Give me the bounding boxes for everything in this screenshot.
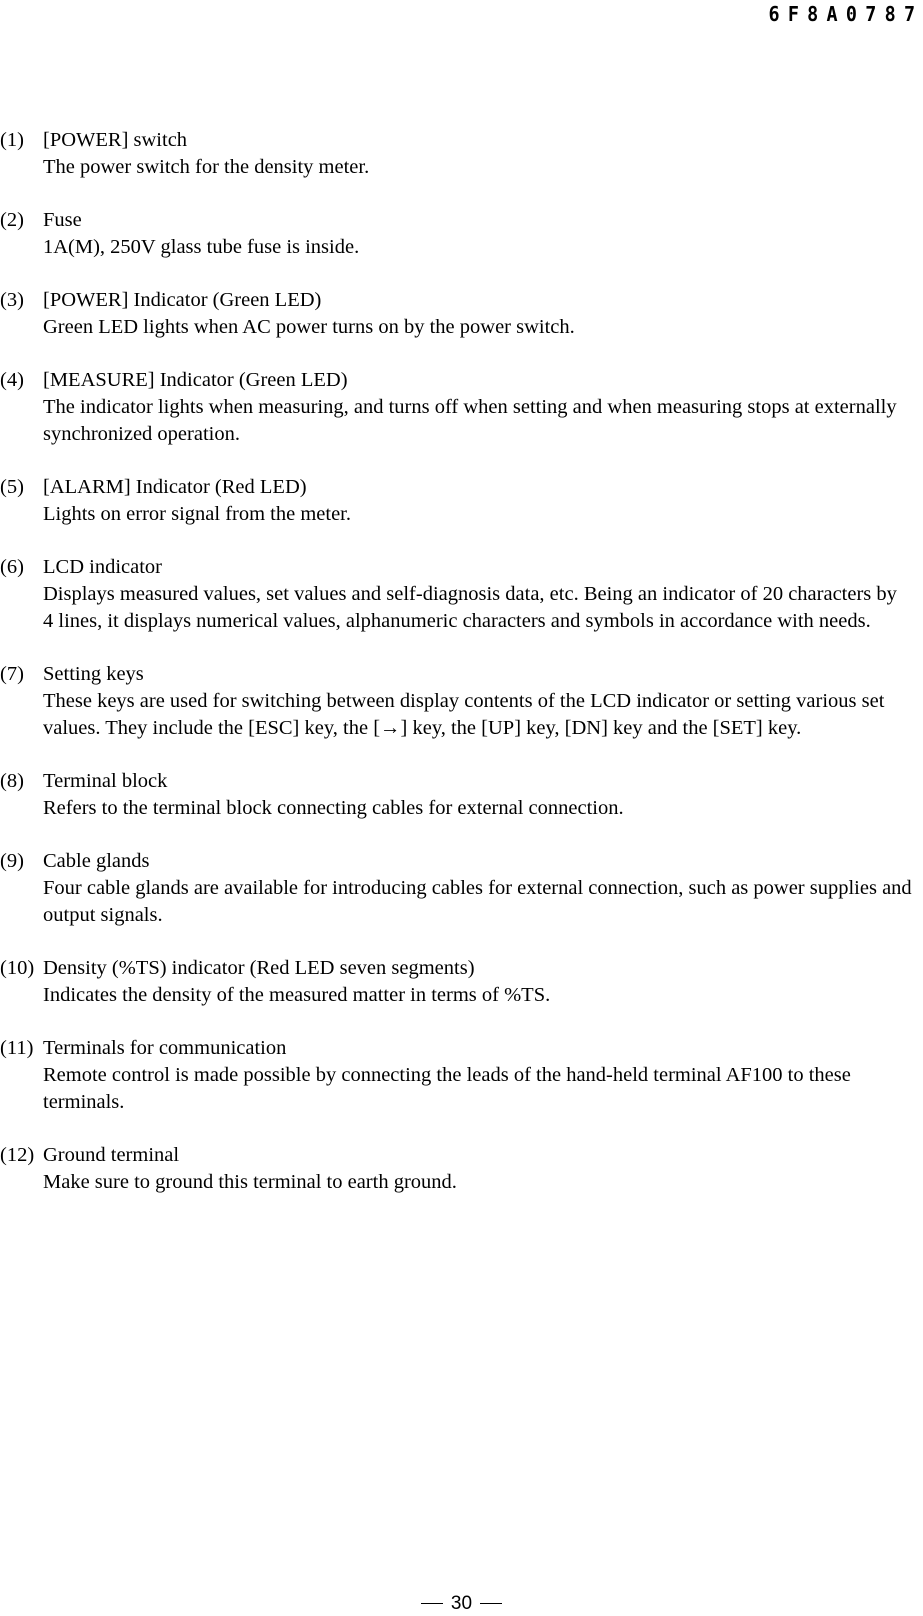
- footer-dash-right: [480, 1603, 502, 1604]
- item-description: The power switch for the density meter.: [43, 156, 370, 178]
- item-number: (11): [0, 1037, 34, 1059]
- list-item: [0, 367, 912, 448]
- item-list: [0, 127, 912, 1222]
- list-item: [0, 955, 912, 1009]
- item-title: [POWER] Indicator (Green LED): [43, 289, 322, 311]
- item-title: Cable glands: [43, 850, 150, 872]
- item-number: (2): [0, 209, 24, 231]
- item-number: (8): [0, 770, 24, 792]
- item-title: Fuse: [43, 209, 82, 231]
- item-title: Ground terminal: [43, 1144, 180, 1166]
- item-number: (5): [0, 476, 24, 498]
- list-item: [0, 554, 912, 635]
- list-item: [0, 661, 912, 742]
- item-title: [POWER] switch: [43, 129, 188, 151]
- list-item: [0, 1035, 912, 1116]
- item-number: (4): [0, 369, 24, 391]
- list-item: [0, 1142, 912, 1196]
- list-item: [0, 127, 912, 181]
- item-title: Terminals for communication: [43, 1037, 287, 1059]
- item-title: Density (%TS) indicator (Red LED seven segments): [43, 957, 475, 979]
- item-description: 1A(M), 250V glass tube fuse is inside.: [43, 236, 360, 258]
- item-number: (1): [0, 129, 24, 151]
- list-item: [0, 848, 912, 929]
- list-item: [0, 207, 912, 261]
- item-description: Four cable glands are available for introducing cables for external connection, such as power supplies and output signals.: [43, 877, 912, 926]
- footer-dash-left: [421, 1603, 443, 1604]
- item-number: (6): [0, 556, 24, 578]
- item-description: Displays measured values, set values and self-diagnosis data, etc. Being an indicator of 20 characters by 4 lines, it displays numerical values, alphanumeric characters and symbols in accordance with needs.: [43, 583, 897, 632]
- item-description: Indicates the density of the measured matter in terms of %TS.: [43, 984, 551, 1006]
- item-title: Terminal block: [43, 770, 168, 792]
- list-item: [0, 768, 912, 822]
- item-description: Make sure to ground this terminal to earth ground.: [43, 1171, 457, 1193]
- item-description: The indicator lights when measuring, and turns off when setting and when measuring stops at externally synchronized operation.: [43, 396, 897, 445]
- list-item: [0, 287, 912, 341]
- page-footer: [0, 1594, 923, 1614]
- item-description: These keys are used for switching between display contents of the LCD indicator or setting various set values. They include the [ESC] key, the [→] key, the [UP] key, [DN] key and the [SET] key.: [43, 690, 885, 739]
- item-title: [ALARM] Indicator (Red LED): [43, 476, 307, 498]
- item-title: [MEASURE] Indicator (Green LED): [43, 369, 348, 391]
- item-number: (3): [0, 289, 24, 311]
- item-description: Remote control is made possible by connecting the leads of the hand-held terminal AF100 to these terminals.: [43, 1064, 851, 1113]
- item-title: Setting keys: [43, 663, 144, 685]
- item-description: Refers to the terminal block connecting cables for external connection.: [43, 797, 624, 819]
- item-description: Lights on error signal from the meter.: [43, 503, 351, 525]
- list-item: [0, 474, 912, 528]
- document-code: 6F8A0787: [768, 2, 923, 26]
- page-number: 30: [450, 1593, 473, 1614]
- item-title: LCD indicator: [43, 556, 162, 578]
- item-description: Green LED lights when AC power turns on by the power switch.: [43, 316, 575, 338]
- item-number: (9): [0, 850, 24, 872]
- item-number: (7): [0, 663, 24, 685]
- item-number: (10): [0, 957, 35, 979]
- item-number: (12): [0, 1144, 35, 1166]
